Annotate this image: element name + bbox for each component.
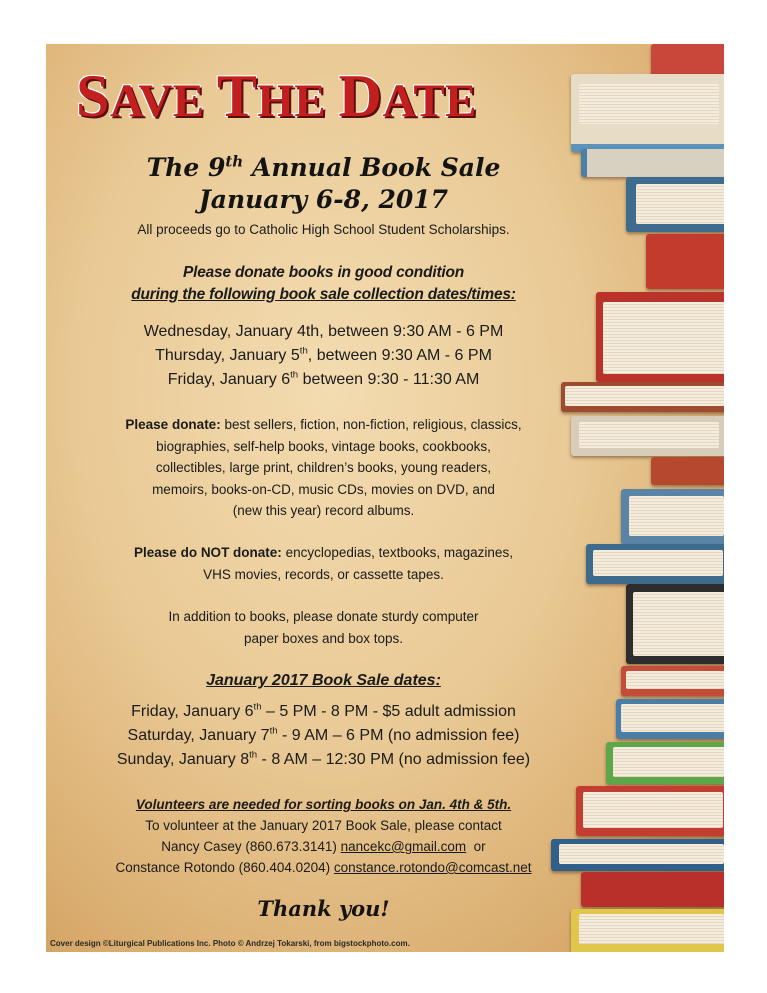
sale-dates-list	[46, 700, 601, 772]
event-name: The 9th Annual Book Sale	[146, 152, 501, 182]
do-not-donate-label: Please do NOT donate:	[134, 545, 282, 560]
cover-credit: Cover design ©Liturgical Publications Inc. Photo © Andrzej Tokarski, from bigstockphoto.com.	[50, 939, 410, 948]
contact1-email-link[interactable]: nancekc@gmail.com	[340, 839, 467, 854]
do-not-donate-block: Please do NOT donate: encyclopedias, textbooks, magazines, VHS movies, records, or cassette tapes.	[134, 545, 513, 582]
please-donate-label: Please donate:	[125, 417, 221, 432]
collection-dates-list	[46, 320, 601, 392]
event-headline	[46, 152, 601, 216]
sale-date-item: Sunday, January 8th - 8 AM – 12:30 PM (no admission fee)	[116, 749, 531, 768]
proceeds-text: All proceeds go to Catholic High School Student Scholarships.	[137, 222, 510, 237]
boxes-block: In addition to books, please donate sturdy computer paper boxes and box tops.	[168, 609, 479, 646]
contact2-email-link[interactable]: constance.rotondo@comcast.net	[333, 860, 532, 875]
collection-date-item: Friday, January 6th between 9:30 - 11:30 AM	[167, 369, 480, 388]
event-dates: January 6-8, 2017	[198, 185, 449, 214]
volunteers-block: Volunteers are needed for sorting books on Jan. 4th & 5th. To volunteer at the January 2017 Book Sale, please contact Nancy Casey (860.673.3141) nancekc@gmail.com or Constance Rotondo (860.404.0204) constance.rotondo@comcast.net	[46, 794, 601, 878]
collection-date-item: Thursday, January 5th, between 9:30 AM - 6 PM	[155, 345, 492, 364]
sale-dates-heading: January 2017 Book Sale dates:	[206, 672, 441, 689]
flyer	[46, 44, 724, 952]
collection-date-item: Wednesday, January 4th, between 9:30 AM - 6 PM	[143, 323, 504, 340]
please-donate-block: Please donate: best sellers, fiction, non-fiction, religious, classics, biographies, self-help books, vintage books, cookbooks, collectibles, large print, children’s books, young readers, memoirs, books-on-CD, music CDs, movies on DVD, and (new this year) record albums.	[125, 417, 522, 518]
sale-date-item: Friday, January 6th – 5 PM - 8 PM - $5 adult admission	[131, 701, 516, 720]
volunteers-heading: Volunteers are needed for sorting books on Jan. 4th & 5th.	[135, 797, 512, 812]
donate-heading: Please donate books in good condition during the following book sale collection dates/times:	[131, 264, 516, 303]
thank-you: Thank you!	[257, 896, 390, 921]
save-the-date-title: SAVE THE DATE	[76, 63, 478, 129]
sale-date-item: Saturday, January 7th - 9 AM – 6 PM (no admission fee)	[127, 725, 520, 744]
